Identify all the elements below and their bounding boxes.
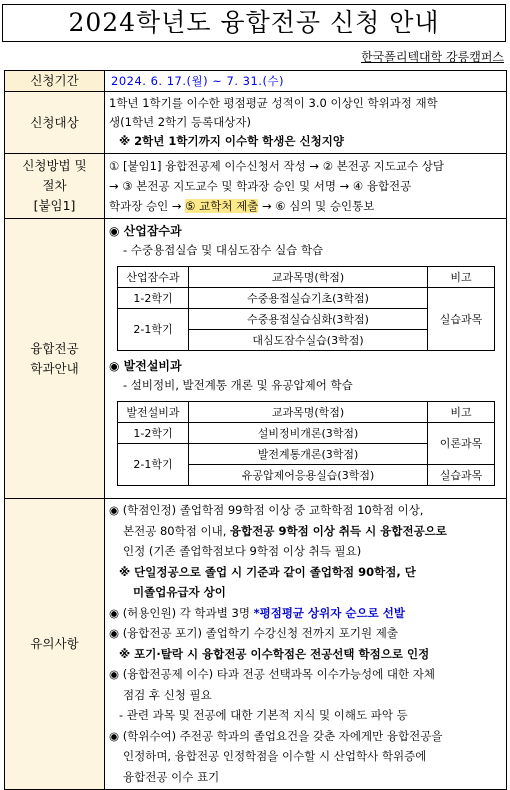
dept2-course2: 발전계통개론(3학점) bbox=[189, 444, 428, 465]
table-row bbox=[118, 288, 495, 309]
dept1-remark: 실습과목 bbox=[428, 288, 495, 351]
dept2-sem2: 2-1학기 bbox=[118, 444, 189, 486]
note5-line1: ◉ (학위수여) 주전공 학과의 졸업요건을 갖춘 자에게만 융합전공을 bbox=[109, 728, 443, 743]
dept1-header-dept: 산업잠수과 bbox=[118, 267, 189, 288]
target-label: 신청대상 bbox=[5, 92, 105, 154]
row-target bbox=[5, 92, 507, 154]
dept2-desc: - 설비정비, 발전계통 개론 및 유공압제어 학습 bbox=[123, 378, 353, 392]
note1-line2-bold: 융합전공 9학점 이상 취득 시 융합전공으로 bbox=[230, 523, 447, 538]
dept1-sem2: 2-1학기 bbox=[118, 309, 189, 351]
campus-subtitle: 한국폴리텍대학 강릉캠퍼스 bbox=[361, 50, 504, 64]
dept1-course3: 대심도잠수실습(3학점) bbox=[189, 330, 428, 351]
dept1-course1: 수중용접실습기초(3학점) bbox=[189, 288, 428, 309]
period-label: 신청기간 bbox=[5, 71, 105, 92]
dept2-header-remark: 비고 bbox=[428, 402, 495, 423]
dept1-sem1: 1-2학기 bbox=[118, 288, 189, 309]
dept1-title: ◉ 산업잠수과 bbox=[109, 224, 182, 238]
target-content bbox=[105, 92, 507, 154]
notes-label: 유의사항 bbox=[5, 499, 105, 790]
note4-line2: 점검 후 신청 필요 bbox=[123, 687, 212, 702]
note5-line3: 융합전공 이수 표기 bbox=[123, 769, 220, 784]
dept1-desc: - 수중용접실습 및 대심도잠수 실습 학습 bbox=[123, 243, 324, 257]
note1-line1: ◉ (학점인정) 졸업학점 99학점 이상 중 교학학점 10학점 이상, bbox=[109, 503, 424, 517]
note3: ◉ (융합전공 포기) 졸업학기 수강신청 전까지 포기원 제출 bbox=[109, 626, 398, 640]
dept2-course1: 설비정비개론(3학점) bbox=[189, 423, 428, 444]
table-header-row bbox=[118, 267, 495, 288]
method-line3-post: → ⑥ 심의 및 승인통보 bbox=[258, 199, 375, 213]
note1-remark2: 미졸업유급자 상이 bbox=[133, 585, 226, 599]
row-method bbox=[5, 154, 507, 219]
dept-label-1: 융합전공 bbox=[30, 340, 79, 356]
method-line1: ① [붙임1] 융합전공제 이수신청서 작성 → ② 본전공 지도교수 상담 bbox=[109, 159, 444, 173]
method-highlight: ⑤ 교학처 제출 bbox=[185, 199, 259, 213]
method-content bbox=[105, 154, 507, 219]
notes-content bbox=[105, 499, 507, 790]
note2-pre: ◉ (허용인원) 각 학과별 3명 bbox=[109, 605, 254, 620]
table-header-row bbox=[118, 402, 495, 423]
method-label-1: 신청방법 및 bbox=[22, 158, 87, 173]
note1-line3: 인정 (기존 졸업학점보다 9학점 이상 취득 필요) bbox=[123, 544, 362, 558]
dept2-course3: 유공압제어응용실습(3학점) bbox=[189, 465, 428, 486]
dept2-sem1: 1-2학기 bbox=[118, 423, 189, 444]
dept2-table bbox=[117, 401, 495, 486]
note3-remark: ※ 포기·탈락 시 융합전공 이수학점은 전공선택 학점으로 인정 bbox=[119, 646, 430, 661]
target-line2: 생(1학년 2학기 등록대상자) bbox=[109, 115, 252, 129]
dept-label bbox=[5, 219, 105, 499]
note5-line2: 인정하며, 융합전공 인정학점을 이수할 시 산업학사 학위증에 bbox=[123, 749, 427, 763]
note1-remark1: ※ 단일정공으로 졸업 시 기준과 같이 졸업학점 90학점, 단 bbox=[119, 564, 416, 579]
note2-highlight: *평점평균 상위자 순으로 선발 bbox=[253, 605, 405, 620]
period-value bbox=[105, 71, 507, 92]
dept1-header-remark: 비고 bbox=[428, 267, 495, 288]
dept2-title: ◉ 발전설비과 bbox=[109, 359, 182, 373]
note2 bbox=[109, 603, 502, 624]
page-title: 2024학년도 융합전공 신청 안내 bbox=[2, 4, 506, 42]
target-note: ※ 2학년 1학기까지 이수학 학생은 신청지양 bbox=[119, 134, 344, 148]
note1-line2-pre: 본전공 80학점 이내, bbox=[123, 523, 231, 538]
row-period bbox=[5, 71, 507, 92]
period-date: 2024. 6. 17.(월) ~ 7. 31.(수) bbox=[111, 74, 285, 88]
dept2-header-course: 교과목명(학점) bbox=[189, 402, 428, 423]
table-row bbox=[118, 423, 495, 444]
note1-line2 bbox=[109, 521, 502, 542]
note4-line1: ◉ (융합전공제 이수) 타과 전공 선택과목 이수가능성에 대한 자체 bbox=[109, 667, 435, 681]
guide-table bbox=[4, 70, 507, 790]
method-label bbox=[5, 154, 105, 219]
method-label-3: [붙임1] bbox=[33, 198, 76, 213]
method-line3-pre: 학과장 승인 → bbox=[109, 199, 186, 213]
dept-label-2: 학과안내 bbox=[30, 360, 79, 376]
dept1-header-course: 교과목명(학점) bbox=[189, 267, 428, 288]
row-dept bbox=[5, 219, 507, 499]
row-notes bbox=[5, 499, 507, 790]
dept1-course2: 수중용접실습심화(3학점) bbox=[189, 309, 428, 330]
dept2-remark1: 이론과목 bbox=[428, 423, 495, 465]
target-line1: 1학년 1학기를 이수한 평점평균 성적이 3.0 이상인 학위과정 재학 bbox=[109, 96, 438, 110]
dept1-table bbox=[117, 266, 495, 351]
method-line3 bbox=[109, 196, 502, 216]
method-label-2: 절차 bbox=[42, 178, 67, 193]
dept2-remark2: 실습과목 bbox=[428, 465, 495, 486]
method-line2: → ③ 본전공 지도교수 및 학과장 승인 및 서명 → ④ 융합전공 bbox=[109, 179, 412, 193]
dept-content bbox=[105, 219, 507, 499]
note4-line3: - 관련 과목 및 전공에 대한 기본적 지식 및 이해도 파악 등 bbox=[119, 708, 408, 722]
dept2-header-dept: 발전설비과 bbox=[118, 402, 189, 423]
